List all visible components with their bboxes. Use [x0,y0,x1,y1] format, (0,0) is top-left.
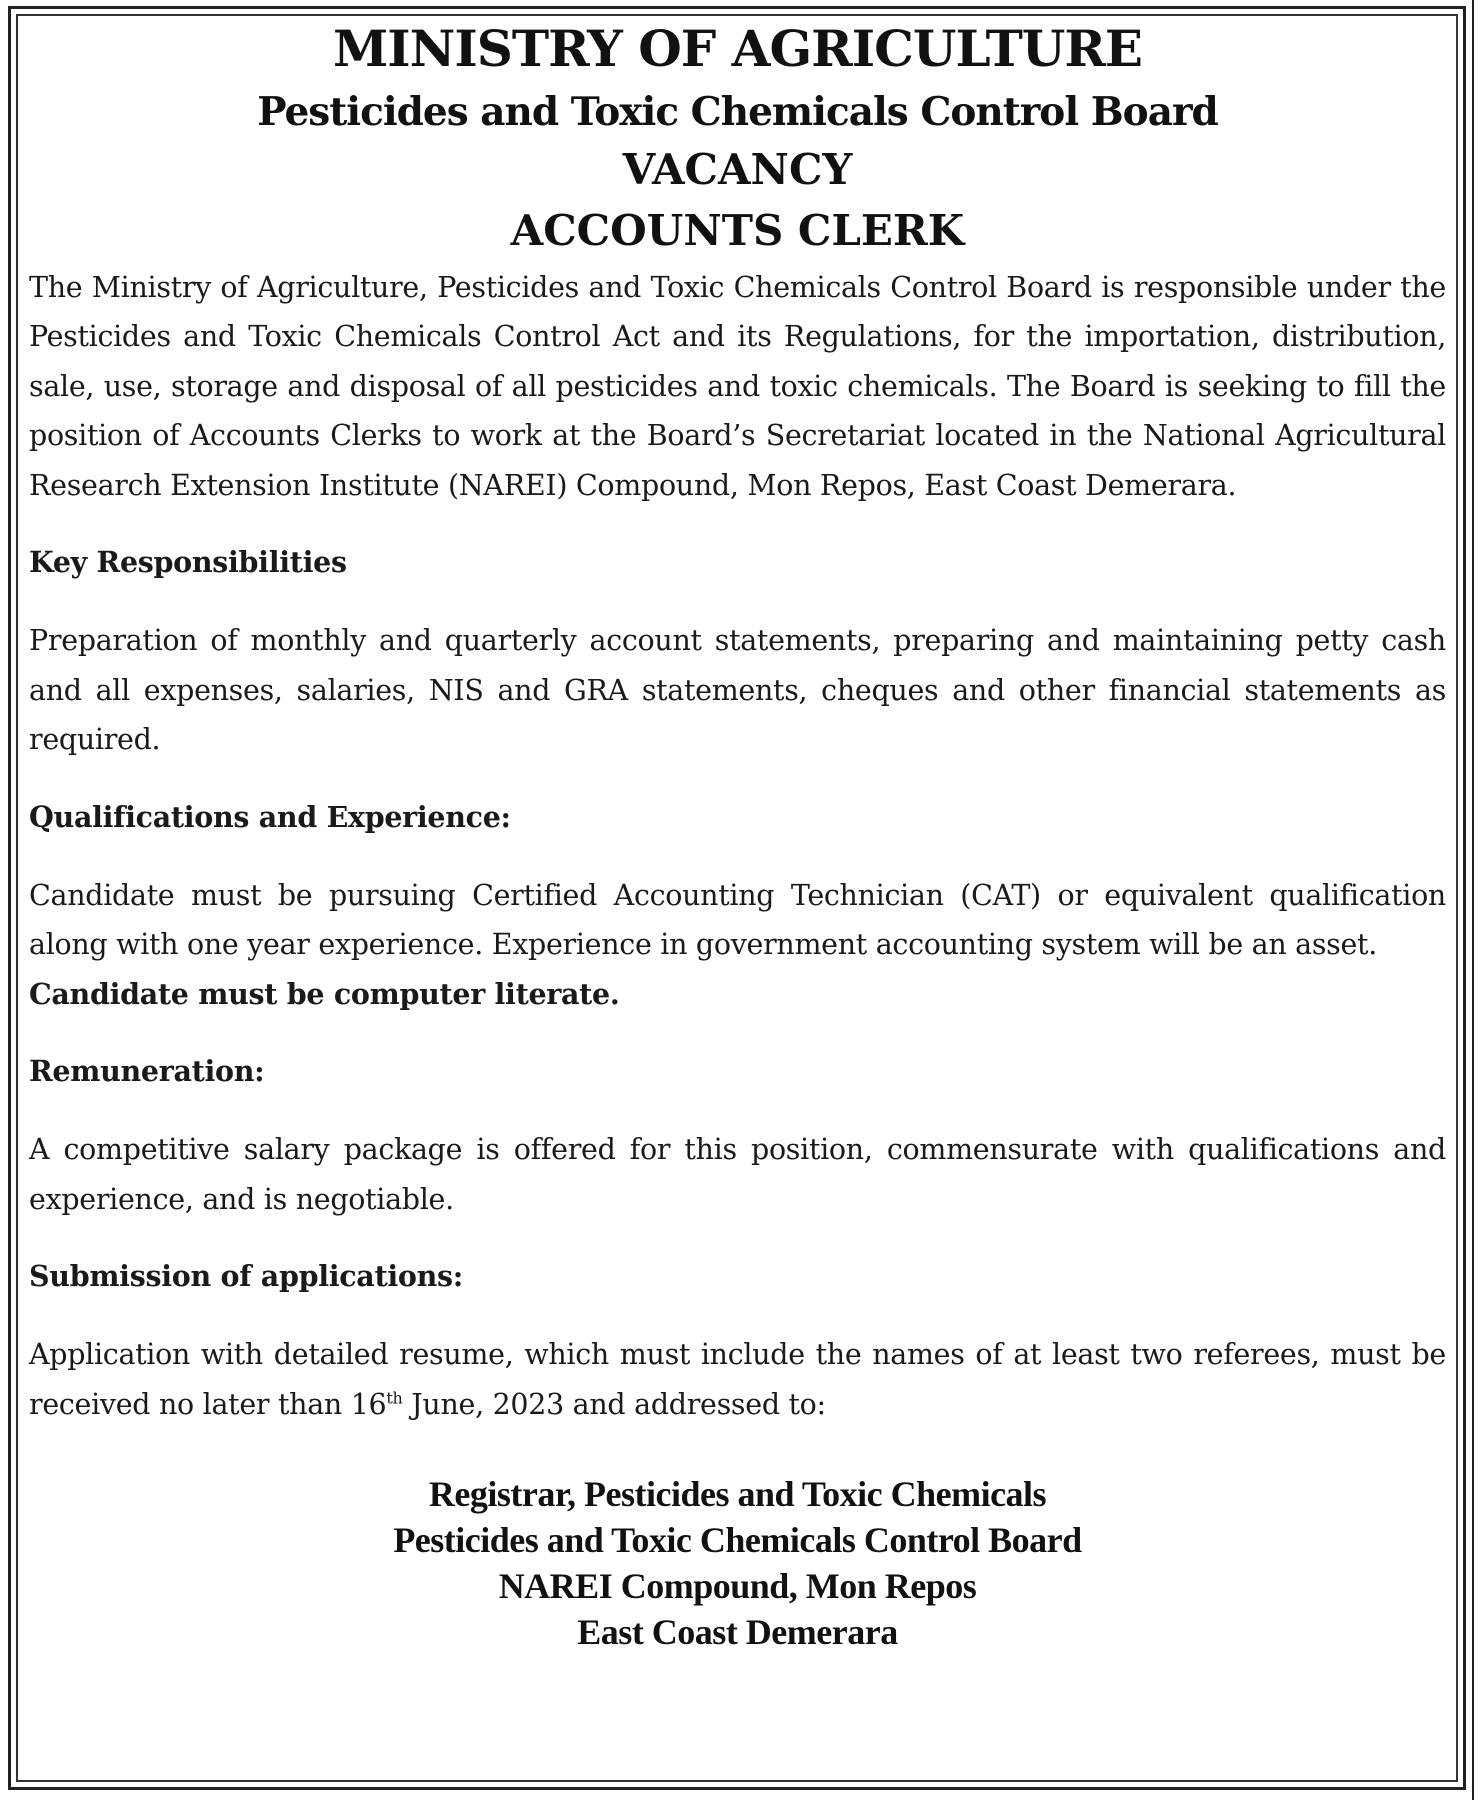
computer-literate-note: Candidate must be computer literate. [29,976,620,1011]
board-title: Pesticides and Toxic Chemicals Control Board [257,88,1218,135]
mailing-address [29,1471,1446,1655]
remuneration-heading: Remuneration: [29,1054,265,1089]
submission-text: Application with detailed resume, which must include the names of at least two referees, must be received no later than 16 [29,1338,1446,1421]
intro-paragraph: The Ministry of Agriculture, Pesticides and Toxic Chemicals Control Board is responsible under the Pesticides and Toxic Chemicals Control Act and its Regulations, for the importation, distribution, sale, use, storage and disposal of all pesticides and toxic chemicals. The Board is seeking to fill the position of Accounts Clerks to work at the Board’s Secretariat located in the National Agricultural Research Extension Institute (NAREI) Compound, Mon Repos, East Coast Demerara. [29,270,1446,502]
position-title: ACCOUNTS CLERK [510,205,965,255]
right-edge-rule [1472,0,1480,1800]
ministry-title: MINISTRY OF AGRICULTURE [332,19,1143,78]
date-ordinal-suffix: th [386,1388,403,1408]
submission-heading: Submission of applications: [29,1259,463,1294]
qualifications-text: Candidate must be pursuing Certified Accounting Technician (CAT) or equivalent qualification along with one year experience. Experience in government accounting system will be an asset. [29,878,1446,962]
remuneration-text: A competitive salary package is offered for this position, commensurate with qualifications and experience, and is negotiable. [29,1133,1446,1216]
vacancy-title: VACANCY [622,145,853,195]
responsibilities-heading: Key Responsibilities [29,545,347,580]
responsibilities-text: Preparation of monthly and quarterly account statements, preparing and maintaining petty cash and all expenses, salaries, NIS and GRA statements, cheques and other financial statements as required. [29,624,1446,757]
address-line-region: East Coast Demerara [577,1612,898,1653]
submission-deadline-text: June, 2023 and addressed to: [402,1387,826,1421]
qualifications-heading: Qualifications and Experience: [29,799,511,834]
vacancy-notice [29,18,1446,1655]
qualifications-paragraph [29,871,1446,1020]
address-line-board: Pesticides and Toxic Chemicals Control Board [393,1520,1082,1561]
address-line-compound: NAREI Compound, Mon Repos [498,1566,977,1607]
address-line-registrar: Registrar, Pesticides and Toxic Chemicals [428,1474,1047,1515]
submission-paragraph [29,1330,1446,1429]
